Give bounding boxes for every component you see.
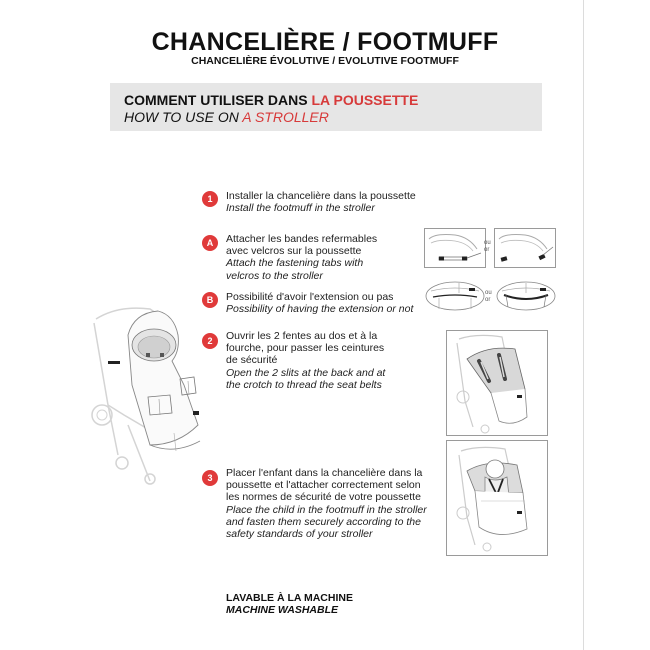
page-subtitle: CHANCELIÈRE ÉVOLUTIVE / EVOLUTIVE FOOTMUFF: [191, 55, 459, 67]
stroller-velcro-icon: [425, 229, 485, 267]
step-text-en: and fasten them securely according to the: [226, 515, 421, 528]
step-text-fr: Placer l'enfant dans la chancelière dans la: [226, 467, 423, 479]
washable-fr: LAVABLE À LA MACHINE: [226, 592, 353, 604]
step-text-en: Open the 2 slits at the back and at: [226, 366, 386, 379]
child-in-footmuff-illustration: [446, 440, 548, 556]
step-text-en: safety standards of your stroller: [226, 528, 373, 541]
banner-en-accent: A STROLLER: [242, 109, 329, 125]
banner-en-prefix: HOW TO USE ON: [124, 109, 243, 125]
step-text-fr: Attacher les bandes refermables: [226, 233, 378, 245]
washable-note: [226, 592, 353, 616]
washable-en: MACHINE WASHABLE: [226, 604, 338, 616]
step-text-en: Possibility of having the extension or not: [226, 303, 414, 316]
step-text-fr: avec velcros sur la poussette: [226, 245, 362, 258]
stroller-velcro-icon: [495, 229, 555, 267]
stroller-child-icon: [447, 441, 547, 555]
step-text: [226, 467, 427, 540]
velcro-tabs-illustration-1: [424, 228, 486, 268]
slits-illustration: [446, 330, 548, 436]
or-label-fr: ou: [485, 290, 492, 296]
banner-fr-prefix: COMMENT UTILISER DANS: [124, 92, 312, 108]
step-text-en: the crotch to thread the seat belts: [226, 378, 382, 391]
banner-heading-fr: [124, 92, 418, 108]
step-badge: B: [202, 292, 218, 308]
step-text-fr: Installer la chancelière dans la poussette: [226, 190, 416, 202]
step-badge: 3: [202, 470, 218, 486]
extension-illustration-2: [496, 281, 556, 316]
step-text: [226, 291, 413, 315]
or-label: [484, 240, 491, 254]
step-text: [226, 330, 385, 391]
main-stroller-illustration: [88, 305, 218, 490]
or-label-en: or: [485, 297, 491, 303]
step-badge: 2: [202, 333, 218, 349]
step-text-en: Install the footmuff in the stroller: [226, 202, 375, 215]
extension-oval-icon: [425, 281, 485, 311]
step-text-fr: poussette et l'attacher correctement selon: [226, 479, 421, 492]
banner-heading-en: [124, 109, 329, 125]
step-text-fr: Possibilité d'avoir l'extension ou pas: [226, 291, 394, 303]
extension-illustration-1: [425, 281, 485, 316]
stroller-footmuff-icon: [88, 305, 218, 485]
step-text-fr: de sécurité: [226, 354, 278, 367]
stroller-slits-icon: [447, 331, 547, 435]
velcro-tabs-illustration-2: [494, 228, 556, 268]
step-badge: 1: [202, 191, 218, 207]
or-label-en: or: [484, 247, 490, 253]
extension-oval-icon: [496, 281, 556, 311]
step-text-fr: les normes de sécurité de votre poussette: [226, 491, 421, 504]
step-text-fr: fourche, pour passer les ceintures: [226, 342, 385, 355]
step-text: [226, 233, 377, 282]
step-text-en: Place the child in the footmuff in the stroller: [226, 503, 427, 516]
step-text-en: Attach the fastening tabs with: [226, 257, 364, 270]
or-label-fr: ou: [484, 240, 491, 246]
or-label: [485, 290, 492, 304]
step-text-en: velcros to the stroller: [226, 269, 323, 282]
step-badge: A: [202, 235, 218, 251]
page-title: CHANCELIÈRE / FOOTMUFF: [151, 28, 499, 56]
step-text-fr: Ouvrir les 2 fentes au dos et à la: [226, 330, 378, 342]
step-text: [226, 190, 416, 214]
banner-fr-accent: LA POUSSETTE: [311, 92, 419, 108]
section-banner: [110, 83, 542, 131]
